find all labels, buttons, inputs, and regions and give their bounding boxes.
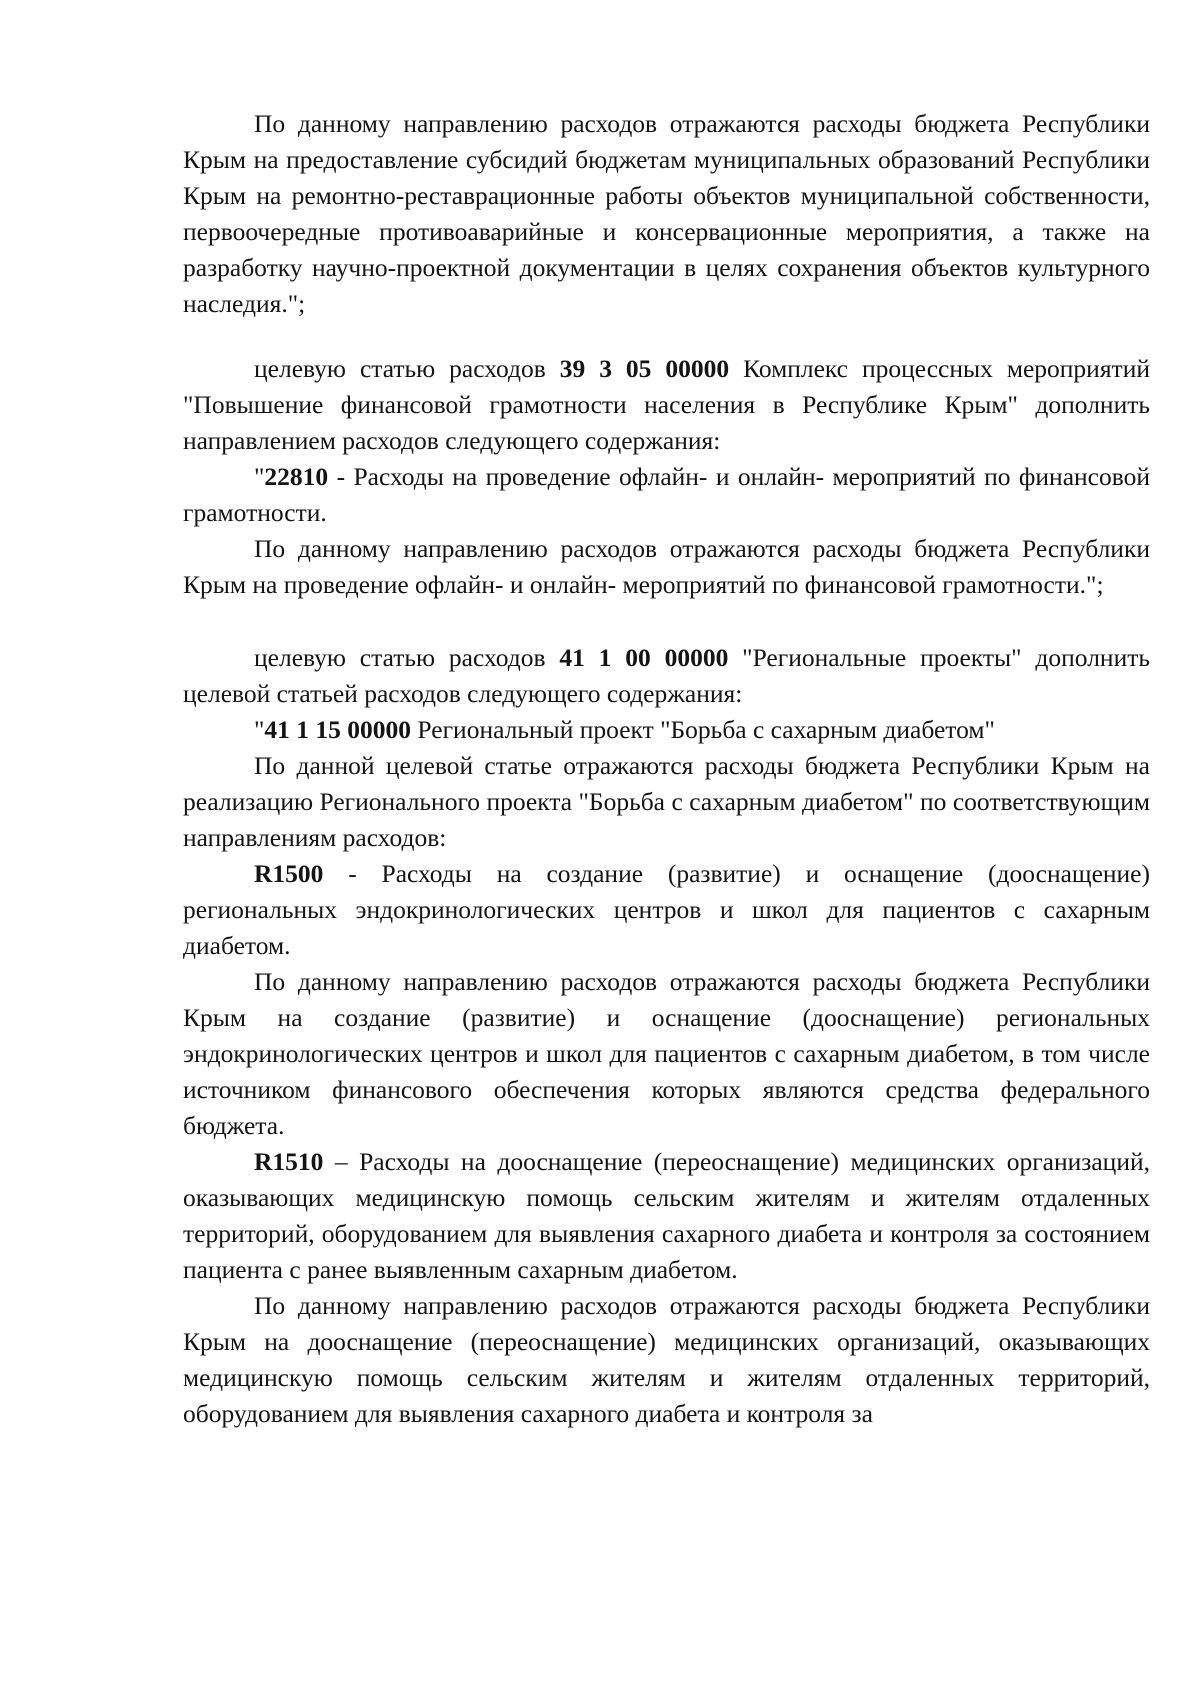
- paragraph-3-lead: ": [254, 462, 265, 491]
- paragraph-8-text: - Расходы на создание (развитие) и оснащение (дооснащение) региональных эндокринологических центров и школ для пациентов с сахарным диабетом.: [183, 859, 1150, 960]
- paragraph-11-text: По данному направлению расходов отражаются расходы бюджета Республики Крым на дооснащение (переоснащение) медицинских организаций, оказывающих медицинскую помощь сельским жителям и жителям отдаленных территорий, оборудованием для выявления сахарного диабета и контроля за: [183, 1291, 1150, 1428]
- paragraph-5: [183, 640, 1150, 712]
- paragraph-10-code: R1510: [254, 1147, 324, 1176]
- document-page: [183, 106, 1150, 1432]
- paragraph-10: [183, 1144, 1150, 1288]
- paragraph-6-lead: ": [254, 715, 265, 744]
- paragraph-9-text: По данному направлению расходов отражаются расходы бюджета Республики Крым на создание (развитие) и оснащение (дооснащение) региональных эндокринологических центров и школ для пациентов с сахарным диабетом, в том числе источником финансового обеспечения которых являются средства федерального бюджета.: [183, 967, 1150, 1140]
- paragraph-7-text: По данной целевой статье отражаются расходы бюджета Республики Крым на реализацию Регионального проекта "Борьба с сахарным диабетом" по соответствующим направлениям расходов:: [183, 751, 1150, 852]
- paragraph-4: [183, 531, 1150, 603]
- paragraph-2: [183, 351, 1150, 459]
- paragraph-3-text: - Расходы на проведение офлайн- и онлайн- мероприятий по финансовой грамотности.: [183, 462, 1150, 527]
- paragraph-6: [183, 712, 1150, 748]
- paragraph-10-text: – Расходы на дооснащение (переоснащение) медицинских организаций, оказывающих медицинскую помощь сельским жителям и жителям отдаленных территорий, оборудованием для выявления сахарного диабета и контроля за состоянием пациента с ранее выявленным сахарным диабетом.: [183, 1147, 1150, 1284]
- paragraph-3-code: 22810: [264, 462, 329, 491]
- paragraph-8: [183, 856, 1150, 964]
- paragraph-5-code: 41 1 00 00000: [559, 643, 729, 672]
- paragraph-9: [183, 964, 1150, 1144]
- paragraph-3: [183, 459, 1150, 531]
- paragraph-2-lead: целевую статью расходов: [254, 354, 560, 383]
- paragraph-5-text: "Региональные проекты" дополнить целевой статьей расходов следующего содержания:: [183, 643, 1150, 708]
- paragraph-2-text: Комплекс процессных мероприятий "Повышение финансовой грамотности населения в Республике Крым" дополнить направлением расходов следующего содержания:: [183, 354, 1150, 455]
- paragraph-8-code: R1500: [254, 859, 324, 888]
- paragraph-7: [183, 748, 1150, 856]
- paragraph-6-code: 41 1 15 00000: [264, 715, 412, 744]
- paragraph-11: [183, 1288, 1150, 1432]
- paragraph-4-text: По данному направлению расходов отражаются расходы бюджета Республики Крым на проведение офлайн- и онлайн- мероприятий по финансовой грамотности.";: [183, 534, 1150, 599]
- paragraph-1-text: По данному направлению расходов отражаются расходы бюджета Республики Крым на предоставление субсидий бюджетам муниципальных образований Республики Крым на ремонтно-реставрационные работы объектов муниципальной собственности, первоочередные противоаварийные и консервационные мероприятия, а также на разработку научно-проектной документации в целях сохранения объектов культурного наследия.";: [183, 109, 1150, 318]
- paragraph-1: [183, 106, 1150, 322]
- paragraph-6-text: Региональный проект "Борьба с сахарным диабетом": [411, 715, 995, 744]
- paragraph-2-code: 39 3 05 00000: [559, 354, 730, 383]
- paragraph-5-lead: целевую статью расходов: [254, 643, 560, 672]
